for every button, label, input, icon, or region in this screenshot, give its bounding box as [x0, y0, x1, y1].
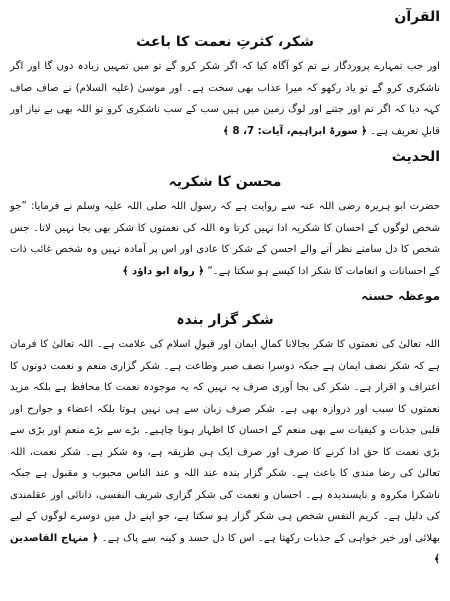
advice-heading: موعظہ حسنہ: [361, 289, 440, 303]
advice-text: اللہ تعالیٰ کی نعمتوں کا شکر بجالانا کمالِ ایمان اور قبولِ اسلام کی علامت ہے۔ اللہ تعالیٰ کا فرمان ہے کہ شکر نصف ایمان ہے جبکہ دوسرا نصف صبر وطاعت ہے۔ شکر گزاری منعم و نعمت دونوں کا اعتراف و اقرار ہے۔ شکر کی بجا آوری صرف یہ نہیں کہ یہ موجودہ نعمت کا محافظ ہے بلکہ مزید نعمتوں کا سبب اور دروازہ بھی ہے۔ شکر صرف زبان سے ہی نہیں ہوتا بلکہ اعضاء و جوارح اور قلبی جذبات و کیفیات سے بھی منعم کے احسان کا اظہار ہونا چاہیے۔ بڑے سے بڑے منعم اور بڑی سے بڑی نعمت کا حق ادا کرنے کا صرف اور صرف ایک ہی طریقہ ہے، وہ شکر ہے۔ شکر نعمت، اللہ تعالیٰ کی رضا مندی کا باعث ہے۔ شکر گزار بندہ عند اللہ و عند الناس محبوب و مقبول ہے جبکہ ناشکرا مکروہ و ناپسندیدہ ہے۔ احسان و نعمت کی شکر گزاری شریف النفسی، دانائی اور عقلمندی کی دلیل ہے۔ کریم النفس شخص ہی شکر گزار ہو سکتا ہے، جو اپنے دل میں دوسرے لوگوں کے لیے بھلائی اور خیر خواہی کے جذبات رکھتا ہے۔ اس کا دل حسد و کینہ سے پاک ہے۔: [10, 339, 440, 544]
quran-heading: القرآن: [394, 9, 440, 25]
hadith-paragraph: [10, 196, 440, 282]
hadith-title: محسن کا شکریہ: [168, 174, 282, 190]
advice-title: شکر گزار بندہ: [176, 312, 274, 328]
hadith-text: حضرت ابو ہریرہ رضی اللہ عنہ سے روایت ہے کہ رسول اللہ صلی اللہ علیہ وسلم نے فرمایا: ”جو شخص لوگوں کے احسان کا شکریہ ادا نہیں کرتا وہ اللہ کی نعمتوں کا شکر بھی بجا نہیں لاتا۔ جس شخص کا دل سامنے نظر آنے والے احسن کے شکر کا عادی اور اس پر آمادہ نہیں وہ شخص غائب ذات کے احسانات و انعامات کا شکر ادا کیسے ہو سکتا ہے۔“: [10, 201, 440, 277]
advice-paragraph: [10, 334, 440, 571]
quran-text: اور جب تمہارے پروردگار نے تم کو آگاہ کیا کہ اگر شکر کرو گے تو میں تمہیں زیادہ دوں گا اور اگر ناشکری کرو گے تو یاد رکھو کہ میرا عذاب بھی سخت ہے۔ اور موسیٰ (علیہ السلام) نے صاف صاف کہہ دیا کہ اگر تم اور جتنے اور لوگ زمین میں ہیں سب کے سب ناشکری کرو تو اللہ بھی بے نیاز اور قابلِ تعریف ہے۔: [10, 61, 440, 137]
quran-paragraph: [10, 56, 440, 142]
hadith-reference: ﴿ رواہ ابو داؤد ﴾: [122, 265, 205, 277]
advice-reference: ﴿ منہاج القاصدین ﴾: [10, 532, 440, 565]
quran-reference: ﴿ سورۃ ابراہیم، آیات: 7، 8 ﴾: [222, 125, 368, 137]
hadith-heading: الحدیث: [391, 149, 440, 165]
quran-title: شکر، کثرتِ نعمت کا باعث: [136, 34, 314, 50]
